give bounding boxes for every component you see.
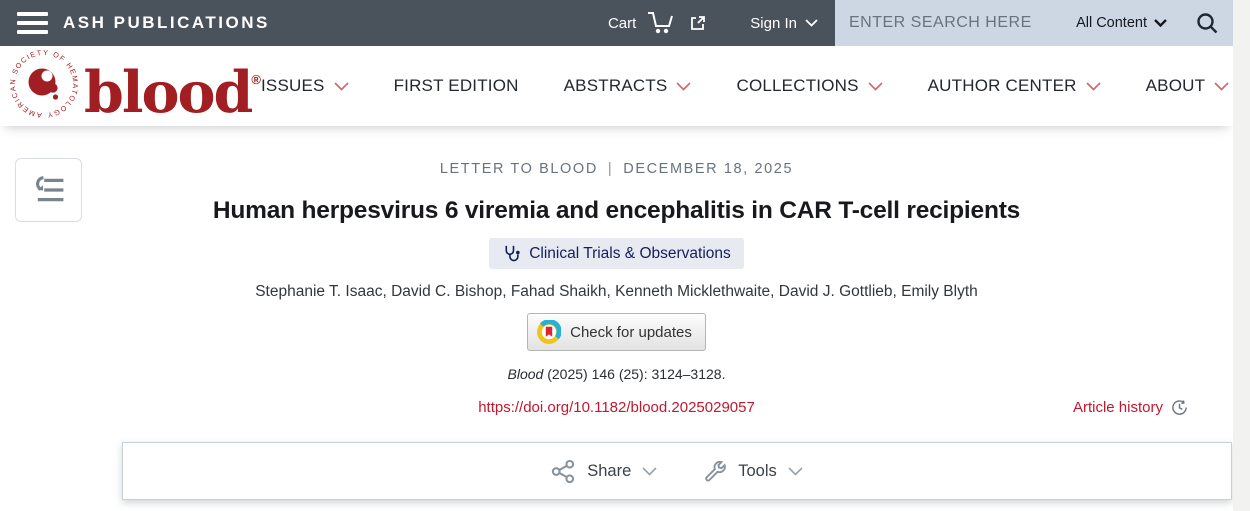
chevron-down-icon <box>676 82 691 91</box>
search-scope-label: All Content <box>1076 15 1147 31</box>
publisher-brand[interactable]: ASH PUBLICATIONS <box>63 13 270 32</box>
chevron-down-icon <box>1086 82 1101 91</box>
share-icon <box>551 459 576 484</box>
nav-item-abstracts[interactable] <box>564 76 692 96</box>
nav-label: ISSUES <box>261 76 325 95</box>
ash-emblem <box>8 48 80 120</box>
article-title: Human herpesvirus 6 viremia and encephalitis in CAR T-cell recipients <box>212 197 1021 224</box>
stethoscope-icon <box>502 244 521 263</box>
chevron-down-icon <box>788 467 803 476</box>
doi-row <box>0 399 1233 416</box>
sign-in-menu[interactable] <box>750 15 818 32</box>
nav-label: ABOUT <box>1145 76 1206 95</box>
article-history-label: Article history <box>1072 399 1163 416</box>
nav-item-about[interactable] <box>1146 76 1230 96</box>
journal-header <box>0 46 1233 126</box>
tools-menu[interactable] <box>703 459 803 483</box>
main-navigation <box>261 76 1229 96</box>
crossmark-icon <box>537 320 561 344</box>
article-eyebrow <box>0 161 1233 177</box>
nav-item-collections[interactable] <box>736 76 882 96</box>
badge-row <box>0 238 1233 269</box>
check-updates-row <box>0 313 1233 351</box>
article-type[interactable]: LETTER TO BLOOD <box>439 161 598 177</box>
eyebrow-separator: | <box>607 161 614 177</box>
collection-badge-label: Clinical Trials & Observations <box>529 244 731 262</box>
search-icon[interactable] <box>1195 11 1219 35</box>
citation-journal: Blood <box>507 366 544 382</box>
nav-label: ABSTRACTS <box>563 76 668 95</box>
citation-line <box>0 366 1233 382</box>
nav-item-first-edition[interactable] <box>394 76 519 96</box>
tools-label: Tools <box>738 461 777 480</box>
citation-details: (2025) 146 (25): 3124–3128. <box>543 366 726 382</box>
external-link-icon[interactable] <box>690 15 706 31</box>
nav-label: FIRST EDITION <box>393 76 519 95</box>
collection-badge[interactable] <box>489 238 744 269</box>
chevron-down-icon <box>1214 82 1229 91</box>
chevron-down-icon <box>805 19 818 27</box>
cart-icon[interactable] <box>646 10 676 36</box>
search-scope-dropdown[interactable] <box>1076 15 1167 31</box>
nav-item-author-center[interactable] <box>928 76 1101 96</box>
nav-label: COLLECTIONS <box>736 76 859 95</box>
wrench-icon <box>703 459 727 483</box>
check-for-updates-label: Check for updates <box>570 323 692 341</box>
author-list[interactable]: Stephanie T. Isaac, David C. Bishop, Fahad Shaikh, Kenneth Micklethwaite, David J. Gottlieb, Emily Blyth <box>255 283 978 300</box>
chevron-down-icon <box>642 467 657 476</box>
registered-mark: ® <box>251 71 261 87</box>
journal-wordmark <box>84 48 261 125</box>
share-label: Share <box>587 461 632 480</box>
article-date: DECEMBER 18, 2025 <box>623 161 794 177</box>
cart-link[interactable]: Cart <box>607 14 637 32</box>
doi-link[interactable]: https://doi.org/10.1182/blood.2025029057 <box>478 399 755 416</box>
article-action-bar <box>122 442 1232 500</box>
article-history-link[interactable] <box>1073 399 1188 416</box>
hamburger-menu-icon[interactable] <box>17 12 48 34</box>
nav-item-issues[interactable] <box>261 76 349 96</box>
journal-name: blood <box>84 58 252 126</box>
sign-in-label: Sign In <box>750 14 797 32</box>
chevron-down-icon <box>1154 19 1167 27</box>
share-menu[interactable] <box>551 459 657 484</box>
check-for-updates-button[interactable] <box>527 313 706 351</box>
chevron-down-icon <box>868 82 883 91</box>
ash-society-name: AMERICAN SOCIETY OF HEMATOLOGY <box>8 47 80 120</box>
clock-history-icon <box>1171 399 1188 416</box>
chevron-down-icon <box>334 82 349 91</box>
blood-journal-logo[interactable] <box>8 48 261 125</box>
nav-label: AUTHOR CENTER <box>927 76 1077 95</box>
site-search-bar <box>835 0 1233 46</box>
scrollbar-gutter[interactable] <box>1233 0 1250 511</box>
search-input[interactable] <box>849 14 1076 32</box>
top-links <box>608 10 818 36</box>
